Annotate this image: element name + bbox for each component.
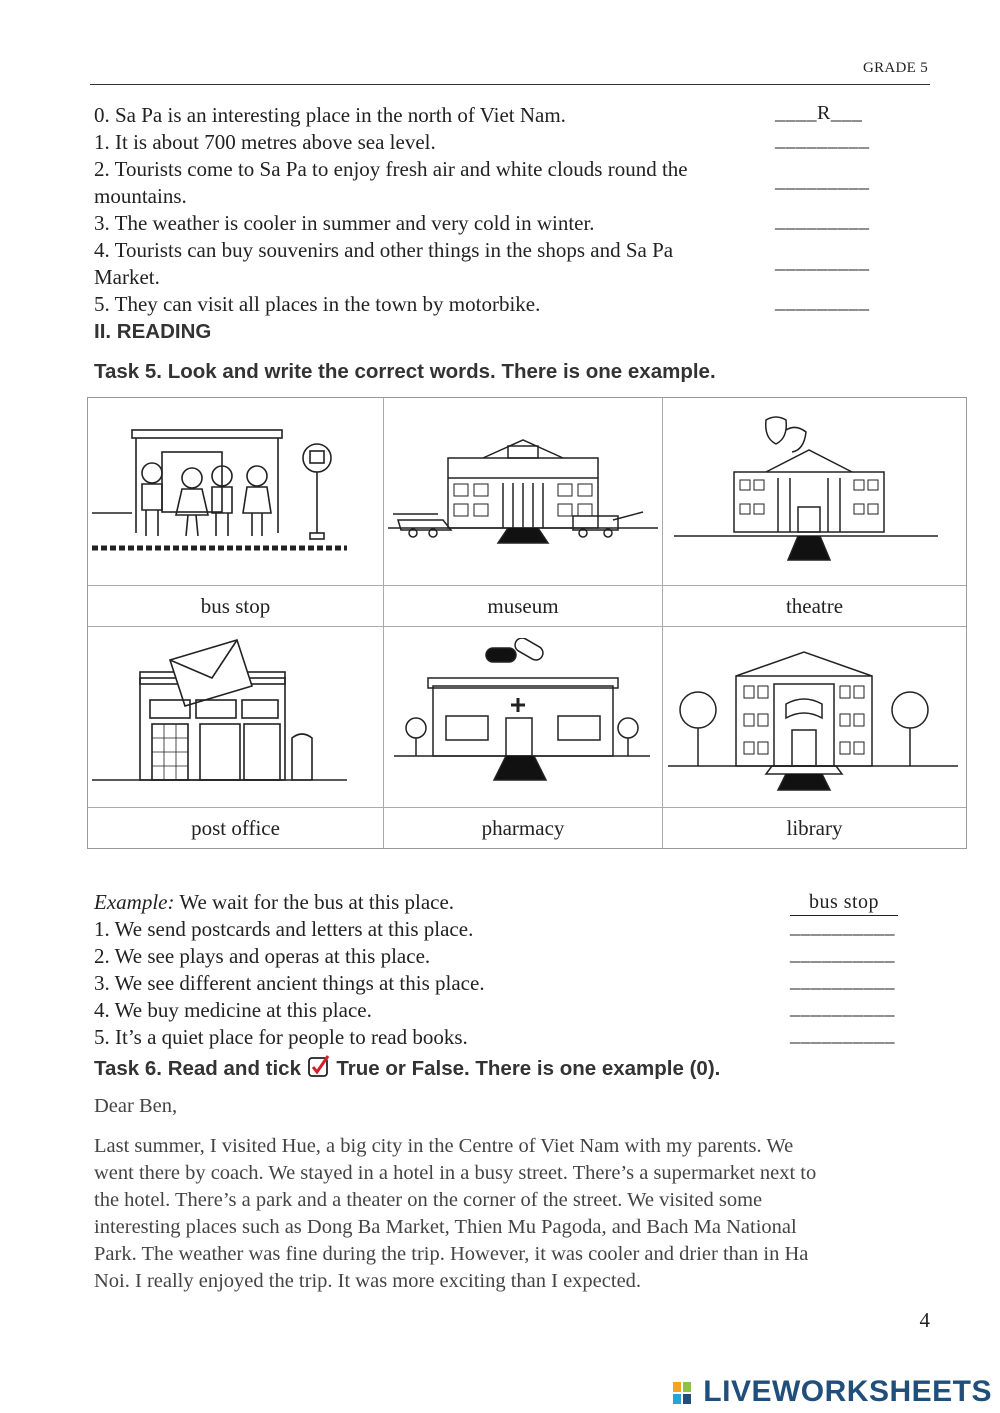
answer-4[interactable]: _________ (775, 251, 870, 273)
letter-line: interesting places such as Dong Ba Market, Thien Mu Pagoda, and Bach Ma National (94, 1216, 797, 1238)
caption-museum: museum (487, 594, 559, 618)
task5-question-1: 1. We send postcards and letters at this place. (94, 917, 474, 941)
statement-1: 1. It is about 700 metres above sea level. (94, 130, 436, 154)
task5-answer-5[interactable]: __________ (790, 1024, 895, 1046)
statement-3: 3. The weather is cooler in summer and very cold in winter. (94, 211, 595, 235)
letter-line: the hotel. There’s a park and a theater on the corner of the street. We visited some (94, 1189, 763, 1211)
task5-question-4: 4. We buy medicine at this place. (94, 998, 372, 1022)
statement-2-cont: mountains. (94, 184, 187, 208)
answer-0[interactable]: ____R___ (775, 102, 863, 124)
statement-2: 2. Tourists come to Sa Pa to enjoy fresh air and white clouds round the (94, 157, 688, 181)
answer-3[interactable]: _________ (775, 210, 870, 232)
answer-2[interactable]: _________ (775, 170, 870, 192)
letter-line: Park. The weather was fine during the trip. However, it was cooler and drier than in Ha (94, 1243, 809, 1265)
letter-line: Last summer, I visited Hue, a big city in the Centre of Viet Nam with my parents. We (94, 1135, 794, 1157)
example-answer: bus stop (790, 889, 898, 916)
bus-stop-illustration (92, 418, 380, 578)
task5-title: Task 5. Look and write the correct words. There is one example. (94, 360, 716, 383)
task5-question-2: 2. We see plays and operas at this place. (94, 944, 431, 968)
letter-line: went there by coach. We stayed in a hotel in a busy street. There’s a supermarket next to (94, 1162, 817, 1184)
header-divider (90, 84, 930, 85)
caption-theatre: theatre (785, 594, 844, 618)
caption-bus-stop: bus stop (200, 594, 271, 618)
brand-text: LIVEWORKSHEETS (703, 1375, 992, 1408)
task5-answer-4[interactable]: __________ (790, 997, 895, 1019)
task6-title-after: True or False. There is one example (0). (336, 1057, 721, 1080)
letter-line: Noi. I really enjoyed the trip. It was more exciting than I expected. (94, 1270, 642, 1292)
picture-grid (87, 397, 967, 849)
museum-illustration (388, 438, 658, 583)
statement-4: 4. Tourists can buy souvenirs and other things in the shops and Sa Pa (94, 238, 674, 262)
page-number: 4 (919, 1308, 930, 1332)
letter-greeting: Dear Ben, (94, 1095, 178, 1117)
task5-question-3: 3. We see different ancient things at this place. (94, 971, 485, 995)
example-label: Example: (94, 890, 175, 914)
grade-label: GRADE 5 (862, 60, 928, 76)
pharmacy-illustration (388, 638, 658, 798)
post-office-illustration (92, 638, 380, 798)
task6-title (94, 1054, 720, 1082)
theatre-illustration (668, 412, 958, 582)
caption-pharmacy: pharmacy (481, 816, 565, 840)
example-line (94, 889, 454, 916)
task5-answer-2[interactable]: __________ (790, 943, 895, 965)
task5-question-5: 5. It’s a quiet place for people to read books. (94, 1025, 468, 1049)
task6-title-before: Task 6. Read and tick (94, 1057, 301, 1080)
example-text: We wait for the bus at this place. (174, 890, 455, 914)
caption-library: library (786, 816, 843, 840)
answer-1[interactable]: _________ (775, 129, 870, 151)
liveworksheets-icon (673, 1382, 701, 1404)
answer-5[interactable]: _________ (775, 291, 870, 313)
section-title: II. READING (94, 320, 212, 343)
caption-post-office: post office (191, 816, 280, 840)
statement-0: 0. Sa Pa is an interesting place in the north of Viet Nam. (94, 103, 566, 127)
task5-answer-1[interactable]: __________ (790, 916, 895, 938)
statement-5: 5. They can visit all places in the town by motorbike. (94, 292, 541, 316)
task5-answer-3[interactable]: __________ (790, 970, 895, 992)
liveworksheets-logo (673, 1375, 992, 1409)
tick-checkbox-icon (307, 1054, 331, 1078)
statement-4-cont: Market. (94, 265, 160, 289)
library-illustration (668, 638, 958, 803)
